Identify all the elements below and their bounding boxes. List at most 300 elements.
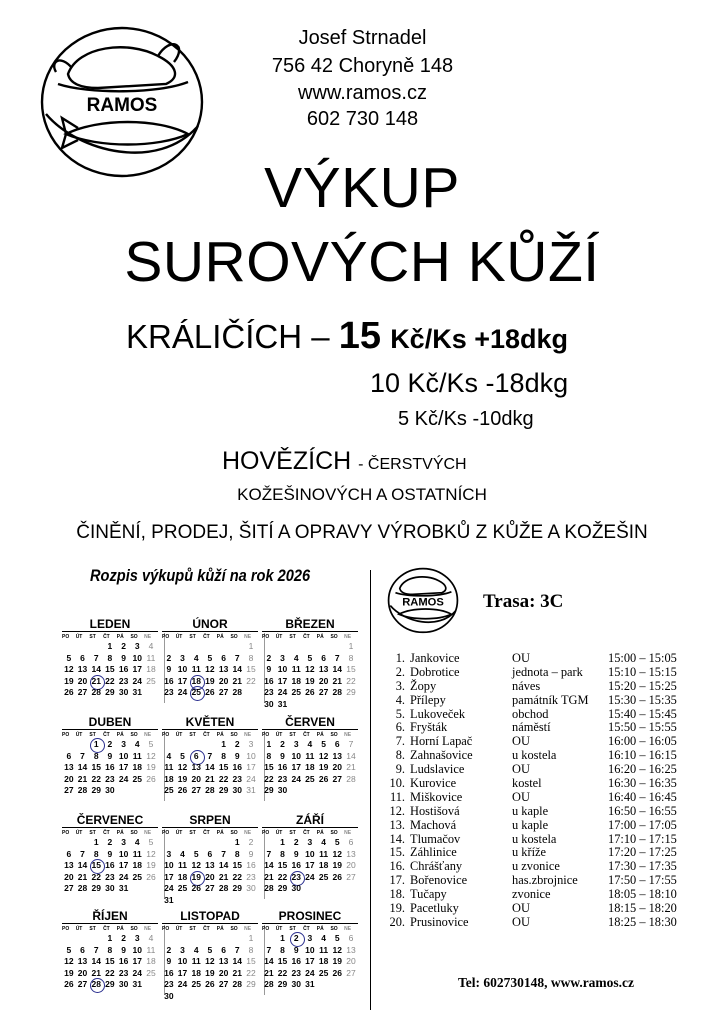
day: 23: [105, 773, 115, 784]
day: 12: [332, 944, 343, 955]
day: 22: [218, 773, 229, 784]
stop-town: Ludslavice: [410, 762, 465, 777]
day: 2: [107, 837, 113, 847]
day: 5: [334, 837, 340, 847]
route-stop: [386, 721, 706, 735]
weekday-header: [262, 829, 358, 837]
logo-text: RAMOS: [86, 95, 158, 116]
day: 5: [307, 652, 313, 663]
month-name: SRPEN: [162, 813, 258, 828]
stop-place: u kříže: [512, 845, 547, 860]
stop-n: 3.: [395, 678, 405, 693]
day: 8: [280, 848, 285, 859]
stop-time: 15:50 – 15:55: [608, 720, 677, 735]
hovezi-note: - ČERSTVÝCH: [358, 456, 467, 473]
stop-n: 14.: [389, 831, 405, 846]
day-grid: [262, 641, 358, 710]
day: 21: [346, 762, 356, 772]
stop-place: náměstí: [512, 720, 551, 735]
day: 19: [177, 773, 188, 784]
day: 11: [178, 860, 188, 870]
day: 7: [221, 848, 226, 859]
day: 16: [105, 762, 115, 772]
day: 6: [348, 837, 354, 847]
day: 25: [164, 785, 174, 795]
day: 19: [146, 860, 156, 870]
day: 27: [218, 687, 229, 697]
month-6: [262, 715, 358, 797]
route-table: [386, 652, 706, 930]
day: 8: [107, 652, 113, 663]
rabbit-label: KRÁLIČÍCH –: [126, 318, 330, 355]
month-1: [62, 617, 158, 699]
weekday-label: ČT: [303, 830, 310, 836]
marked-day: 23: [289, 872, 303, 884]
day: 8: [348, 652, 354, 663]
day: 2: [121, 933, 126, 943]
weekday-label: PÁ: [216, 926, 224, 932]
day: 25: [146, 967, 156, 978]
day: 29: [277, 883, 288, 893]
weekday-label: PÁ: [316, 830, 324, 836]
day: 4: [166, 750, 172, 761]
day: 27: [77, 979, 88, 989]
hovezi-label: HOVĚZÍCH: [222, 447, 352, 475]
divider: [370, 570, 371, 1010]
day: 10: [132, 652, 143, 663]
route-stop: [386, 902, 706, 916]
day: 10: [118, 848, 129, 859]
day: 27: [346, 967, 356, 978]
day: 7: [266, 848, 272, 859]
day: 28: [346, 773, 356, 784]
weekday-label: ÚT: [275, 926, 283, 932]
day: 25: [191, 979, 201, 989]
day: 10: [277, 664, 288, 674]
day: 19: [318, 762, 329, 772]
day: 19: [332, 956, 343, 966]
day: 7: [93, 944, 99, 955]
day: 28: [332, 687, 343, 697]
day: 1: [280, 933, 285, 943]
price-second: 10 Kč/Ks -18dkg: [370, 368, 569, 398]
day: 24: [132, 675, 143, 686]
day: 23: [164, 979, 174, 989]
weekday-label: ÚT: [275, 634, 283, 640]
stop-town: Prusinovice: [410, 914, 469, 929]
day: 12: [64, 664, 74, 674]
stop-place: u kostela: [512, 831, 557, 846]
route-stop: [386, 777, 706, 791]
weekday-label: NE: [344, 732, 352, 738]
day: 23: [105, 871, 115, 882]
day: 4: [180, 848, 185, 859]
day: 7: [80, 848, 85, 859]
day-grid: [262, 837, 358, 895]
stop-place: u kaple: [512, 803, 549, 818]
stop-n: 15.: [389, 845, 405, 860]
stop-place: has.zbrojnice: [512, 873, 578, 888]
logo-small-text: RAMOS: [402, 596, 444, 609]
day: 25: [132, 871, 143, 882]
day: 13: [77, 664, 88, 674]
day: 3: [180, 944, 185, 955]
day: 9: [166, 956, 172, 966]
day: 8: [266, 750, 272, 761]
day: 17: [118, 762, 129, 772]
weekday-label: ČT: [303, 634, 310, 640]
day: 25: [318, 871, 329, 882]
day: 14: [232, 956, 243, 966]
day: 17: [177, 967, 188, 978]
day: 22: [246, 675, 256, 686]
month-8: [162, 813, 258, 906]
day: 21: [205, 773, 215, 784]
day: 13: [77, 956, 88, 966]
weekday-label: PÁ: [316, 634, 324, 640]
stop-town: Lukoveček: [410, 706, 466, 721]
day: 24: [291, 773, 301, 784]
marked-day: 25: [189, 687, 203, 699]
day: 22: [246, 967, 256, 978]
day: 17: [132, 956, 143, 966]
day: 18: [146, 956, 156, 966]
day: 12: [205, 956, 215, 966]
stop-n: 9.: [395, 762, 405, 777]
day: 11: [291, 664, 301, 674]
day: 27: [332, 773, 343, 784]
stop-town: Záhlinice: [410, 845, 457, 860]
day: 30: [246, 883, 256, 893]
day: 8: [248, 652, 254, 663]
weekday-label: ÚT: [175, 926, 183, 932]
weekday-label: ÚT: [275, 732, 283, 738]
day: 16: [277, 762, 288, 772]
day: 18: [318, 956, 329, 966]
route-stop: [386, 763, 706, 777]
day: 9: [234, 750, 240, 761]
month-name: DUBEN: [62, 715, 158, 730]
day-grid: [62, 837, 158, 895]
stop-place: OU: [512, 901, 530, 916]
weekday-label: PO: [262, 732, 270, 738]
day: 11: [319, 848, 329, 859]
day: 20: [191, 773, 201, 784]
stop-place: OU: [512, 734, 530, 749]
weekday-label: ÚT: [75, 634, 83, 640]
day: 6: [221, 944, 226, 955]
weekday-label: ÚT: [75, 830, 83, 836]
weekday-label: PÁ: [316, 926, 324, 932]
day: 17: [305, 860, 315, 870]
weekday-label: NE: [344, 634, 352, 640]
month-2: [162, 617, 258, 699]
weekday-label: SO: [130, 926, 138, 932]
day: 10: [118, 750, 129, 761]
weekday-header: [262, 633, 358, 641]
day: 21: [91, 967, 101, 978]
weekday-label: ÚT: [75, 732, 83, 738]
weekday-label: NE: [244, 634, 252, 640]
day: 11: [319, 944, 329, 955]
day: 30: [105, 883, 115, 893]
month-name: LISTOPAD: [162, 909, 258, 924]
month-name: ÚNOR: [162, 617, 258, 632]
day: 12: [305, 664, 315, 674]
route-stop: [386, 666, 706, 680]
weekday-header: [162, 633, 258, 641]
day: 27: [64, 883, 74, 893]
day: 20: [218, 967, 229, 978]
month-3: [262, 617, 358, 710]
day: 29: [105, 687, 115, 697]
day: 12: [205, 664, 215, 674]
stop-place: obchod: [512, 706, 549, 721]
day: 28: [218, 883, 229, 893]
day: 26: [191, 883, 201, 893]
route-stop: [386, 680, 706, 694]
day: 19: [64, 675, 74, 686]
day: 22: [105, 675, 115, 686]
address: 756 42 Choryně 148: [271, 55, 454, 77]
day: 18: [318, 860, 329, 870]
day: 12: [64, 956, 74, 966]
weekday-label: PO: [162, 634, 170, 640]
day: 5: [207, 944, 213, 955]
day: 1: [248, 641, 254, 651]
stop-n: 4.: [395, 692, 405, 707]
weekday-label: PO: [62, 926, 70, 932]
day: 30: [291, 883, 301, 893]
stop-town: Jankovice: [410, 651, 460, 665]
weekday-label: ČT: [203, 830, 210, 836]
day: 13: [332, 750, 343, 761]
weekday-header: [62, 731, 158, 739]
day: 12: [318, 750, 329, 761]
weekday-header: [262, 731, 358, 739]
marked-day: 21: [89, 676, 103, 688]
weekday-label: ČT: [303, 926, 310, 932]
day: 30: [291, 979, 301, 989]
stop-time: 15:00 – 15:05: [608, 651, 677, 665]
day: 4: [321, 837, 326, 847]
day: 2: [166, 944, 172, 955]
stop-place: OU: [512, 762, 530, 777]
route-stop: [386, 652, 706, 666]
day: 14: [91, 664, 101, 674]
day: 8: [93, 750, 99, 761]
day: 4: [134, 837, 140, 847]
day: 21: [264, 871, 274, 882]
day: 26: [332, 871, 343, 882]
day: 4: [148, 933, 154, 943]
weekday-label: ČT: [203, 732, 210, 738]
day: 28: [205, 785, 215, 795]
weekday-label: NE: [344, 926, 352, 932]
day: 23: [118, 967, 129, 978]
day: 3: [121, 739, 126, 749]
day: 24: [277, 687, 288, 697]
month-12: [262, 909, 358, 991]
day: 9: [107, 848, 113, 859]
marked-day: 2: [289, 933, 303, 945]
ramos-logo: [38, 22, 206, 180]
stop-town: Bořenovice: [410, 873, 468, 888]
day: 22: [91, 871, 101, 882]
day: 4: [307, 739, 313, 749]
day: 19: [205, 675, 215, 686]
day: 18: [305, 762, 315, 772]
day: 6: [207, 848, 213, 859]
day: 24: [246, 773, 256, 784]
stop-time: 15:30 – 15:35: [608, 692, 677, 707]
stop-town: Přílepy: [410, 692, 446, 707]
weekday-label: ČT: [103, 732, 110, 738]
day: 22: [91, 773, 101, 784]
stop-n: 18.: [389, 887, 405, 902]
weekday-header: [262, 925, 358, 933]
route-stop: [386, 888, 706, 902]
day: 11: [191, 956, 201, 966]
day: 23: [232, 773, 243, 784]
day: 28: [264, 883, 274, 893]
weekday-header: [62, 633, 158, 641]
day: 2: [266, 652, 272, 663]
route-stop: [386, 833, 706, 847]
month-7: [62, 813, 158, 895]
day: 8: [234, 848, 240, 859]
day: 2: [166, 652, 172, 663]
day: 13: [346, 944, 356, 955]
month-name: ŘÍJEN: [62, 909, 158, 924]
day: 25: [318, 967, 329, 978]
day: 4: [134, 739, 140, 749]
day: 9: [266, 664, 272, 674]
stop-place: zvonice: [512, 887, 551, 902]
stop-place: jednota – park: [512, 664, 583, 679]
day: 24: [177, 687, 188, 697]
route-title: Trasa: 3C: [483, 591, 564, 612]
stop-n: 11.: [389, 789, 405, 804]
day: 21: [332, 675, 343, 686]
day: 26: [64, 979, 74, 989]
stop-n: 2.: [395, 664, 405, 679]
stop-place: u kostela: [512, 748, 557, 763]
route-stop: [386, 805, 706, 819]
stop-town: Zahnašovice: [410, 748, 473, 763]
day: 11: [132, 848, 142, 859]
day: 3: [307, 837, 313, 847]
day: 17: [277, 675, 288, 686]
weekday-label: SO: [230, 926, 238, 932]
day: 14: [332, 664, 343, 674]
day: 1: [234, 837, 240, 847]
day: 18: [291, 675, 301, 686]
day: 24: [132, 967, 143, 978]
day: 1: [93, 837, 99, 847]
day: 23: [277, 773, 288, 784]
month-name: BŘEZEN: [262, 617, 358, 632]
day: 7: [207, 750, 213, 761]
stop-town: Pacetluky: [410, 901, 459, 916]
route-stop: [386, 819, 706, 833]
day: 16: [246, 860, 256, 870]
day: 4: [193, 652, 199, 663]
day: 20: [77, 967, 88, 978]
route-stop: [386, 735, 706, 749]
day: 6: [334, 739, 340, 749]
day: 31: [277, 698, 288, 709]
kozesinove-line: KOŽEŠINOVÝCH A OSTATNÍCH: [237, 485, 487, 504]
day: 9: [121, 944, 126, 955]
marked-day: 19: [189, 872, 203, 884]
day: 10: [132, 944, 143, 955]
day: 9: [166, 664, 172, 674]
day: 13: [64, 860, 74, 870]
weekday-label: ÚT: [275, 830, 283, 836]
day: 7: [234, 944, 240, 955]
day: 5: [148, 837, 154, 847]
route-stop: [386, 916, 706, 930]
day: 26: [205, 687, 215, 697]
stop-n: 19.: [389, 901, 405, 916]
stop-town: Horní Lapač: [410, 734, 473, 749]
day: 27: [205, 883, 215, 893]
stop-place: kostel: [512, 776, 542, 791]
day: 14: [218, 860, 229, 870]
day: 26: [305, 687, 315, 697]
day: 18: [132, 860, 143, 870]
day: 3: [307, 933, 313, 943]
day: 22: [105, 967, 115, 978]
day: 11: [146, 652, 156, 663]
day: 19: [205, 967, 215, 978]
day: 13: [346, 848, 356, 859]
ramos-logo-small: [386, 566, 460, 634]
day: 6: [80, 944, 85, 955]
day: 15: [91, 762, 101, 772]
day: 3: [180, 652, 185, 663]
day: 26: [146, 871, 156, 882]
weekday-label: PÁ: [116, 732, 124, 738]
day: 8: [248, 944, 254, 955]
stop-n: 13.: [389, 817, 405, 832]
day: 16: [118, 956, 129, 966]
day: 2: [248, 837, 254, 847]
rabbit-price-line: [126, 316, 568, 359]
marked-day: 18: [189, 676, 203, 688]
weekday-label: PÁ: [216, 830, 224, 836]
day: 19: [305, 675, 315, 686]
day: 7: [334, 652, 340, 663]
weekday-label: SO: [130, 732, 138, 738]
day: 10: [305, 848, 315, 859]
weekday-label: ST: [89, 732, 96, 738]
day: 13: [218, 664, 229, 674]
day: 16: [291, 956, 301, 966]
day: 9: [121, 652, 126, 663]
day-grid: [62, 739, 158, 797]
day: 15: [105, 956, 115, 966]
day: 31: [305, 979, 315, 989]
stop-n: 10.: [389, 776, 405, 791]
day: 24: [118, 871, 129, 882]
day: 13: [218, 956, 229, 966]
day: 20: [332, 762, 343, 772]
stop-time: 16:20 – 16:25: [608, 762, 677, 777]
day: 7: [266, 944, 272, 955]
stop-place: OU: [512, 914, 530, 929]
